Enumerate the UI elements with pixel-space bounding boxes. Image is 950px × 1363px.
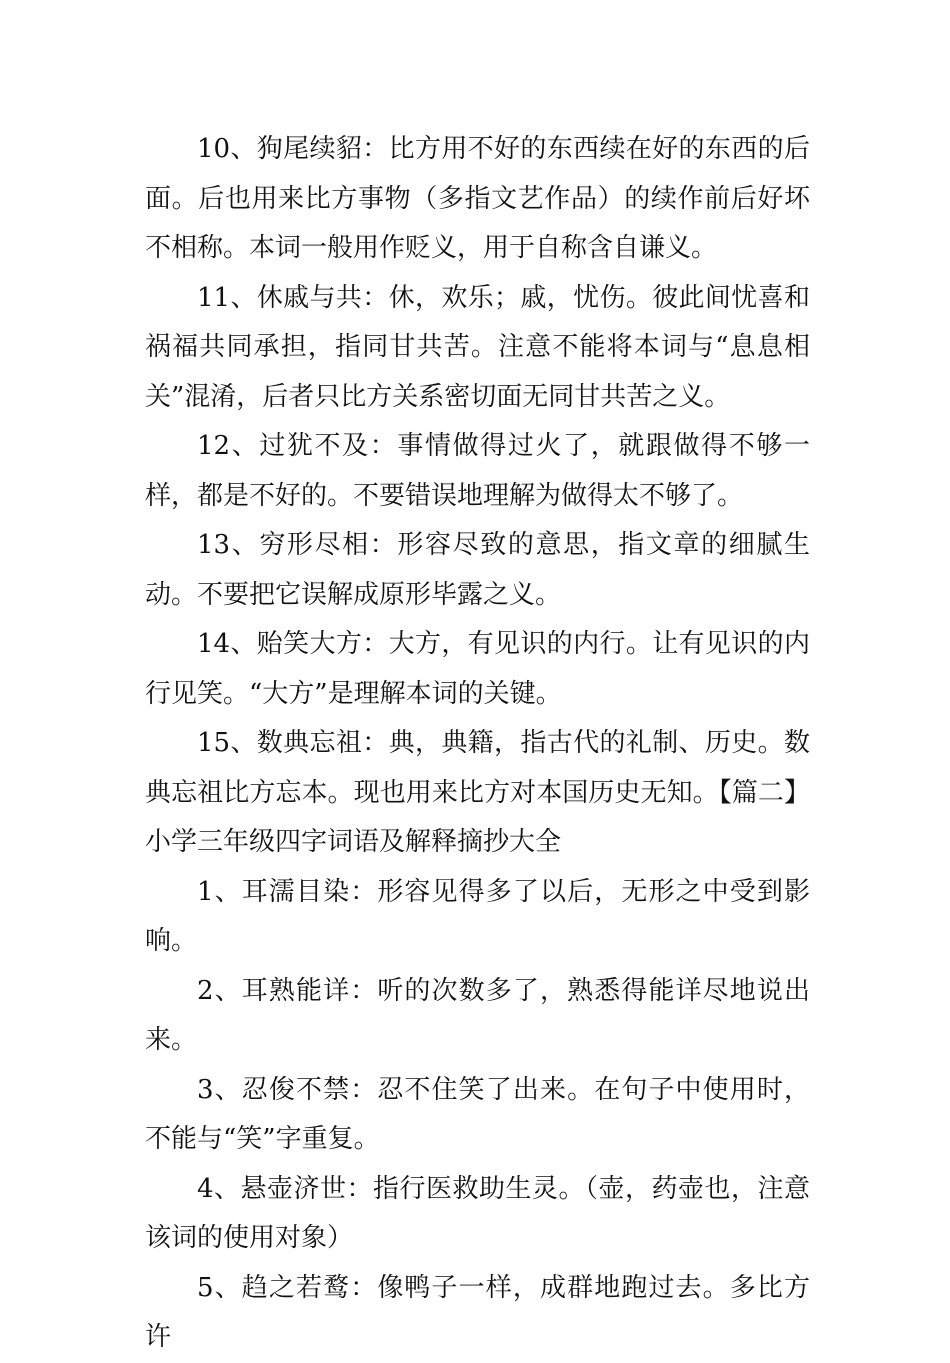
paragraph-idiom-4: 4、悬壶济世：指行医救助生灵。（壶，药壶也，注意该词的使用对象） [145,1173,810,1253]
paragraph-idiom-5: 5、趋之若鹜：像鸭子一样，成群地跑过去。多比方许 [145,1272,810,1352]
paragraph-idiom-15: 15、数典忘祖：典，典籍，指古代的礼制、历史。数典忘祖比方忘本。现也用来比方对本国历史无知。【篇二】小学三年级四字词语及解释摘抄大全 [145,728,810,857]
paragraph-idiom-2: 2、耳熟能详：听的次数多了，熟悉得能详尽地说出来。 [145,975,810,1055]
document-body [145,125,810,1363]
paragraph-idiom-10: 10、狗尾续貂：比方用不好的东西续在好的东西的后面。后也用来比方事物（多指文艺作品）的续作前后好坏不相称。本词一般用作贬义，用于自称含自谦义。 [145,134,810,263]
paragraph-idiom-1: 1、耳濡目染：形容见得多了以后，无形之中受到影响。 [145,876,810,956]
paragraph-idiom-14: 14、贻笑大方：大方，有见识的内行。让有见识的内行见笑。“大方”是理解本词的关键。 [145,629,810,709]
paragraph-idiom-11: 11、休戚与共：休，欢乐；戚，忧伤。彼此间忧喜和祸福共同承担，指同甘共苦。注意不能将本词与“息息相关”混淆，后者只比方关系密切面无同甘共苦之义。 [145,282,810,412]
paragraph-idiom-3: 3、忍俊不禁：忍不住笑了出来。在句子中使用时，不能与“笑”字重复。 [145,1074,810,1154]
paragraph-idiom-13: 13、穷形尽相：形容尽致的意思，指文章的细腻生动。不要把它误解成原形毕露之义。 [145,530,810,610]
paragraph-idiom-12: 12、过犹不及：事情做得过火了，就跟做得不够一样，都是不好的。不要错误地理解为做得太不够了。 [145,431,810,511]
